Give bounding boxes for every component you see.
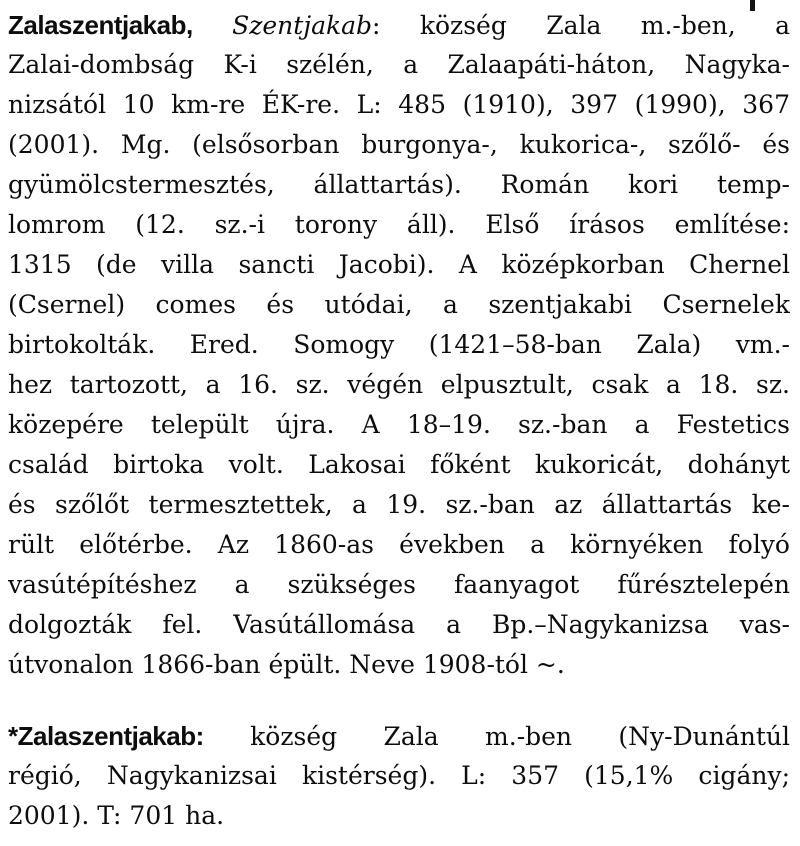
text-line: nizsától 10 km-re ÉK-re. L: 485 (1910), 397 (1990), 367 [8, 90, 790, 119]
entry-body-lines [8, 45, 790, 685]
entry-first-line-text: község Zala m.-ben (Ny-Dunántúl [250, 722, 790, 751]
entry-headword: Zalaszentjakab, [8, 10, 193, 40]
entry-zalaszentjakab [8, 5, 790, 685]
text-line: Zalai-dombság K-i szélén, a Zalaapáti-háton, Nagyka- [8, 50, 790, 79]
text-line: család birtoka volt. Lakosai főként kukoricát, dohányt [8, 450, 790, 479]
text-line: rült előtérbe. Az 1860-as években a környéken folyó [8, 530, 790, 559]
entry-zalaszentjakab-statistical [8, 716, 790, 836]
text-line: és szőlőt termesztettek, a 19. sz.-ban az állattartás ke- [8, 490, 790, 519]
entry-headword: *Zalaszentjakab: [8, 721, 204, 751]
text-line: útvonalon 1866-ban épült. Neve 1908-tól ~. [8, 650, 565, 679]
text-line: gyümölcstermesztés, állattartás). Román kori temp- [8, 170, 790, 199]
text-line: 2001). T: 701 ha. [8, 801, 225, 830]
text-line: (2001). Mg. (elsősorban burgonya-, kukorica-, szőlő- és [8, 130, 790, 159]
text-line: birtokolták. Ered. Somogy (1421–58-ban Zala) vm.- [8, 330, 790, 359]
text-line: dolgozták fel. Vasútállomása a Bp.–Nagykanizsa vas- [8, 610, 790, 639]
entry-first-line-text: : község Zala m.-ben, a [372, 11, 790, 40]
scan-artifact-mark [750, 0, 755, 11]
text-line: lomrom (12. sz.-i torony áll). Első írásos említése: [8, 210, 790, 239]
text-line: közepére települt újra. A 18–19. sz.-ban a Festetics [8, 410, 790, 439]
entry-variant-name: Szentjakab [232, 11, 373, 40]
text-line: 1315 (de villa sancti Jacobi). A középkorban Chernel [8, 250, 790, 279]
text-line: vasútépítéshez a szükséges faanyagot fűrésztelepén [8, 570, 790, 599]
text-line: régió, Nagykanizsai kistérség). L: 357 (15,1% cigány; [8, 761, 790, 790]
text-line: hez tartozott, a 16. sz. végén elpusztult, csak a 18. sz. [8, 370, 790, 399]
text-line: (Csernel) comes és utódai, a szentjakabi Csernelek [8, 290, 790, 319]
entry-first-line [8, 716, 790, 756]
entry-body-lines [8, 756, 790, 836]
entry-first-line [8, 5, 790, 45]
